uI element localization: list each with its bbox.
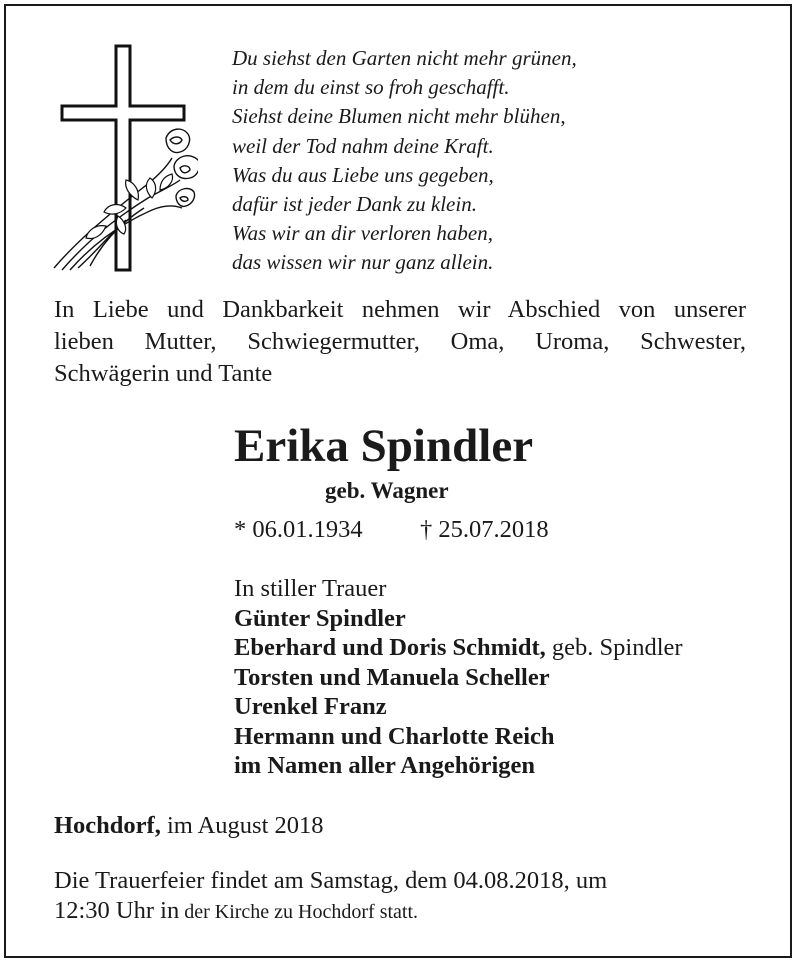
poem-line: Was wir an dir verloren haben,: [232, 221, 493, 246]
cross-icon: [48, 40, 198, 276]
mourner: im Namen aller Angehörigen: [234, 752, 536, 779]
poem-line: das wissen wir nur ganz allein.: [232, 250, 494, 275]
service-time: 12:30 Uhr in: [54, 897, 180, 924]
life-dates: [234, 514, 549, 546]
poem-line: Siehst deine Blumen nicht mehr blühen,: [232, 104, 566, 129]
place-and-date: [54, 810, 324, 842]
funeral-service-info: [54, 866, 607, 927]
cross-with-roses-illustration: [48, 40, 198, 276]
town: Hochdorf,: [54, 812, 161, 839]
poem-line: in dem du einst so froh geschafft.: [232, 75, 510, 100]
mourner: [234, 633, 683, 663]
poem-line: Was du aus Liebe uns gegeben,: [232, 162, 494, 187]
mourners-heading: In stiller Trauer: [234, 575, 387, 602]
mourner: Günter Spindler: [234, 604, 406, 632]
service-line: Die Trauerfeier findet am Samstag, dem 04.08.2018, um: [54, 867, 608, 894]
poem-line: weil der Tod nahm deine Kraft.: [232, 133, 494, 158]
intro-line: In Liebe und Dankbarkeit nehmen wir Abschied von unserer: [54, 296, 746, 323]
month-year: im August 2018: [160, 812, 324, 839]
birth-date: * 06.01.1934: [234, 516, 363, 543]
birth-name: geb. Wagner: [325, 478, 449, 503]
deceased-name: Erika Spindler: [234, 420, 534, 472]
mourner: Urenkel Franz: [234, 693, 387, 720]
poem-line: dafür ist jeder Dank zu klein.: [232, 191, 477, 216]
intro-line: Schwägerin und Tante: [54, 360, 273, 387]
death-date: † 25.07.2018: [420, 516, 549, 543]
mourner: Torsten und Manuela Scheller: [234, 663, 550, 691]
poem-line: Du siehst den Garten nicht mehr grünen,: [232, 46, 577, 70]
intro-text: [54, 294, 746, 390]
poem: [232, 44, 577, 278]
service-location: der Kirche zu Hochdorf statt.: [179, 901, 419, 923]
mourner-note: geb. Spindler: [545, 634, 683, 661]
mourner: Hermann und Charlotte Reich: [234, 722, 555, 750]
mourners-list: [234, 574, 683, 781]
mourner-name: Eberhard und Doris Schmidt,: [234, 634, 546, 661]
service-line: [54, 896, 607, 927]
intro-line: lieben Mutter, Schwiegermutter, Oma, Uroma, Schwester,: [54, 328, 746, 355]
